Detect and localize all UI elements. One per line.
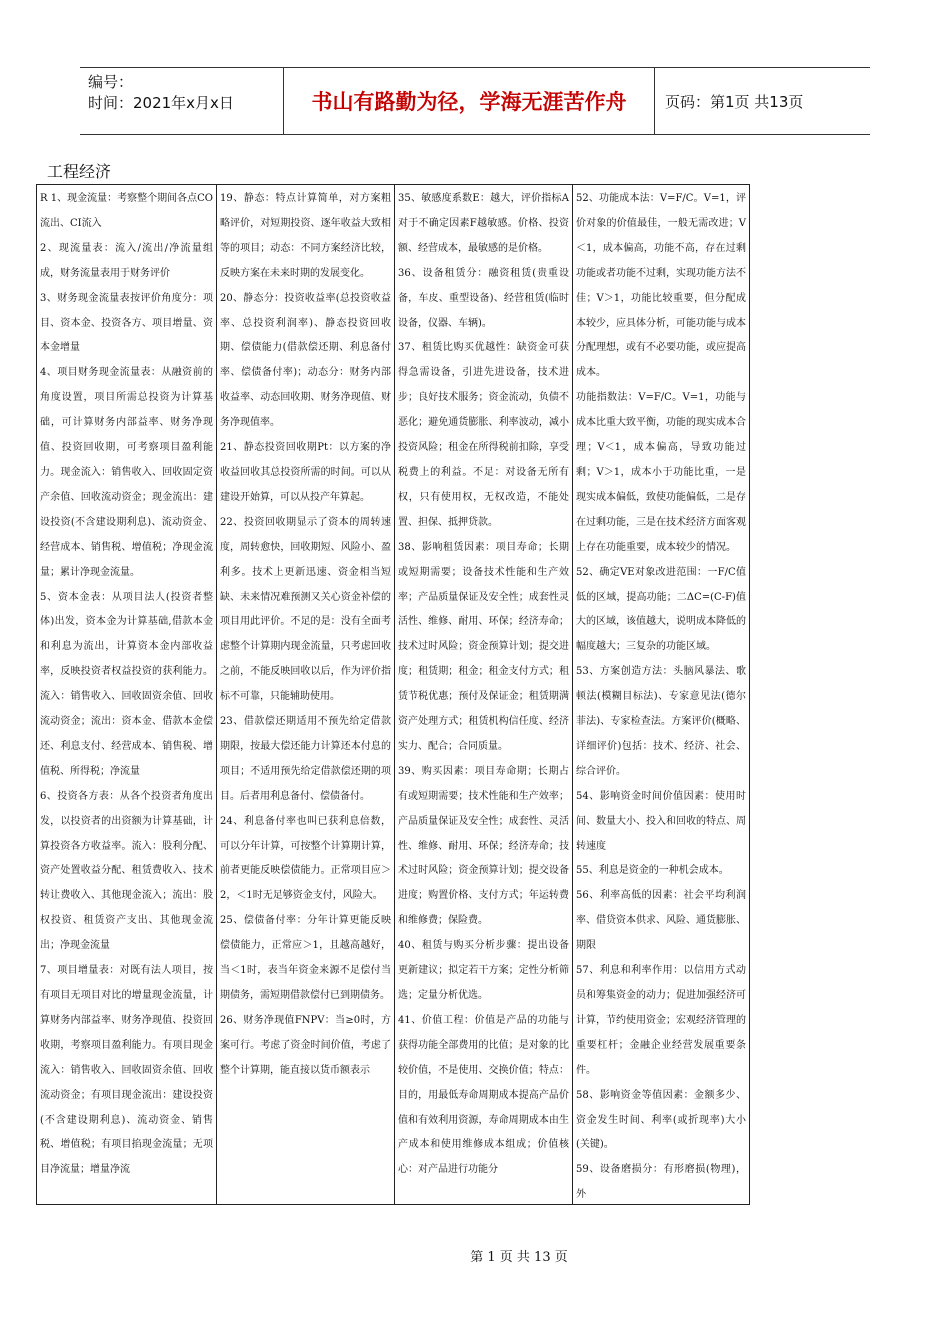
note-paragraph: 25、偿债备付率：分年计算更能反映偿债能力，正常应＞1，且越高越好，当＜1时，表当年资金来源不足偿付当期债务，需短期借款偿付已到期债务。: [220, 915, 391, 1001]
note-paragraph: 41、价值工程：价值是产品的功能与获得功能全部费用的比值；是对象的比较价值，不是使用、交换价值；特点：目的，用最低寿命周期成本提高产品价值和有效利用资源，寿命周期成本由生产成本和使用维修成本组成；价值核心：对产品进行功能分: [398, 1014, 569, 1176]
note-paragraph: 52、功能成本法：V=F/C。V=1，评价对象的价值最佳，一般无需改进；V＜1，成本偏高，功能不高，存在过剩功能或者功能不过剩，实现功能方法不佳；V＞1，功能比较重要，但分配成本较少，应具体分析，可能功能与成本分配理想，或有不必要功能，或应提高成本。: [576, 193, 746, 379]
note-paragraph: 23、借款偿还期适用不预先给定借款期限，按最大偿还能力计算还本付息的项目；不适用预先给定借款偿还期的项目。后者用利息备付、偿债备付。: [220, 716, 391, 802]
note-paragraph: 24、利息备付率也叫已获利息倍数，可以分年计算，可按整个计算期计算，前者更能反映偿债能力。正常项目应＞2，＜1时无足够资金支付，风险大。: [220, 815, 391, 902]
note-paragraph: 40、租赁与购买分析步骤：提出设备更新建议；拟定若干方案；定性分析筛选；定量分析优选。: [398, 940, 569, 1001]
note-paragraph: 37、租赁比购买优越性：缺资金可获得急需设备，引进先进设备，技术进步；良好技术服务；资金流动，负债不恶化；避免通货膨胀、利率波动，减小投资风险；租金在所得税前扣除，享受税费上的利益。不足：对设备无所有权，只有使用权，无权改造，不能处置、担保、抵押贷款。: [398, 342, 569, 528]
note-paragraph: 52、确定VE对象改进范围：一F/C值低的区域，提高功能；二ΔC=(C-F)值大的区域，该值越大，说明成本降低的幅度越大；三复杂的功能区域。: [576, 566, 746, 653]
page-label: 页码：第1页 共13页: [665, 92, 804, 111]
note-paragraph: 54、影响资金时间价值因素：使用时间、数量大小、投入和回收的特点、周转速度: [576, 790, 746, 852]
header-page-cell: [655, 68, 870, 134]
note-paragraph: 21、静态投资回收期Pt：以方案的净收益回收其总投资所需的时间。可以从建设开始算，可以从投产年算起。: [220, 442, 391, 503]
number-label: 编号：: [88, 73, 134, 91]
notes-column-3: [394, 185, 572, 1204]
note-paragraph: 53、方案创造方法：头脑风暴法、歌顿法(模糊目标法)、专家意见法(德尔菲法)、专家检查法。方案评价(概略、详细评价)包括：技术、经济、社会、综合评价。: [576, 666, 746, 777]
header-info-cell: [80, 68, 283, 134]
time-label: 时间：2021年x月x日: [88, 94, 234, 112]
header-motto-cell: [283, 68, 655, 134]
note-paragraph: 5、资本金表：从项目法人(投资者整体)出发，资本金为计算基础,借款本金和利息为流出，计算资本金内部收益率，反映投资者权益投资的获利能力。流入：销售收入、回收固资余值、回收流动资金；流出：资本金、借款本金偿还、利息支付、经营成本、销售税、增值税、所得税；净流量: [40, 591, 213, 777]
document-title: 工程经济: [47, 162, 112, 181]
note-paragraph: 26、财务净现值FNPV：当≥0时，方案可行。考虑了资金时间价值，考虑了整个计算期，能直接以货币额表示: [220, 1014, 391, 1076]
note-paragraph: 58、影响资金等值因素：金额多少、资金发生时间、利率(或折现率)大小(关键)。: [576, 1089, 746, 1151]
notes-column-1: [37, 185, 216, 1204]
note-paragraph: 38、影响租赁因素：项目寿命；长期或短期需要；设备技术性能和生产效率；产品质量保证及安全性；成套性灵活性、维修、耐用、环保；经济寿命；技术过时风险；资金预算计划；提交进度；租赁期；租金；租金支付方式；租赁节税优惠；预付及保证金；租赁期满资产处理方式；租赁机构信任度、经济实力、配合；合同质量。: [398, 541, 569, 752]
motto-text: 书山有路勤为径，学海无涯苦作舟: [311, 90, 627, 114]
note-paragraph: 55、利息是资金的一种机会成本。: [576, 865, 729, 877]
note-paragraph: 36、设备租赁分：融资租赁(贵重设备，车皮、重型设备)、经营租赁(临时设备，仪器、车辆)。: [398, 267, 569, 329]
note-paragraph: 19、静态：特点计算简单，对方案粗略评价，对短期投资、逐年收益大致相等的项目；动态：不同方案经济比较，反映方案在未来时期的发展变化。: [220, 193, 391, 279]
page-footer: 第 1 页 共 13 页: [470, 1250, 568, 1265]
note-paragraph: 20、静态分：投资收益率(总投资收益率、总投资利润率)、静态投资回收期、偿债能力(借款偿还期、利息备付率、偿债备付率)；动态分：财务内部收益率、动态回收期、财务净现值、财务净现值率。: [220, 292, 391, 429]
notes-column-2: [216, 185, 394, 1204]
note-paragraph: 39、购买因素：项目寿命期；长期占有或短期需要；技术性能和生产效率；产品质量保证及安全性；成套性、灵活性、维修、耐用、环保；经济寿命；技术过时风险；资金预算计划；提交设备进度；购置价格、支付方式；年运转费和维修费；保险费。: [398, 765, 569, 927]
note-paragraph: 56、利率高低的因素：社会平均利润率、借贷资本供求、风险、通货膨胀、期限: [576, 890, 746, 952]
note-paragraph: 59、设备磨损分：有形磨损(物理)，外: [576, 1164, 746, 1201]
note-paragraph: 3、财务现金流量表按评价角度分：项目、资本金、投资各方、项目增量、资本金增量: [40, 292, 213, 354]
note-paragraph: 57、利息和利率作用：以信用方式动员和筹集资金的动力；促进加强经济可计算，节约使用资金；宏观经济管理的重要杠杆；金融企业经营发展重要条件。: [576, 965, 746, 1076]
note-paragraph: R 1、现金流量：考察整个期间各点CO流出、CI流入: [40, 193, 213, 229]
note-paragraph: 22、投资回收期显示了资本的周转速度，周转愈快，回收期短、风险小、盈利多。技术上更新迅速、资金相当短缺、未来情况难预测又关心资金补偿的项目用此评价。不足的是：没有全面考虑整个计算期内现金流量，只考虑回收之前，不能反映回收以后，作为评价指标不可靠，只能辅助使用。: [220, 516, 391, 703]
note-paragraph: 功能指数法：V=F/C。V=1，功能与成本比重大致平衡，功能的现实成本合理；V＜1，成本偏高，导致功能过剩；V＞1，成本小于功能比重，一是现实成本偏低，致使功能偏低，二是存在过剩功能，三是在技术经济方面客观上存在功能重要，成本较少的情况。: [576, 392, 746, 553]
note-paragraph: 6、投资各方表：从各个投资者角度出发，以投资者的出资额为计算基础，计算投资各方收益率。流入：股利分配、资产处置收益分配、租赁费收入、技术转让费收入、其他现金流入；流出：股权投资、租赁资产支出、其他现金流出；净现金流量: [40, 790, 213, 952]
document-header: [80, 67, 870, 135]
notes-column-4: [572, 185, 749, 1204]
note-paragraph: 35、敏感度系数E：越大，评价指标A对于不确定因素F越敏感。价格、投资额、经营成本，最敏感的是价格。: [398, 193, 569, 254]
notes-table: [36, 184, 750, 1205]
note-paragraph: 7、项目增量表：对既有法人项目，按有项目无项目对比的增量现金流量，计算财务内部益率、财务净现值、投资回收期，考察项目盈利能力。有项目现金流入：销售收入、回收固资余值、回收流动资金；有项目现金流出：建设投资(不含建设期利息)、流动资金、销售税、增值税；有项目掐现金流量；无项目净流量；增量净流: [40, 965, 213, 1176]
note-paragraph: 2、现流量表：流入/流出/净流量组成，财务流量表用于财务评价: [40, 242, 213, 279]
note-paragraph: 4、项目财务现金流量表：从融资前的角度设置，项目所需总投资为计算基础，可计算财务内部益率、财务净现值、投资回收期，可考察项目盈利能力。现金流入：销售收入、回收固定资产余值、回收流动资金；现金流出：建设投资(不含建设期利息)、流动资金、经营成本、销售税、增值税；净现金流量；累计净现金流量。: [40, 367, 213, 578]
